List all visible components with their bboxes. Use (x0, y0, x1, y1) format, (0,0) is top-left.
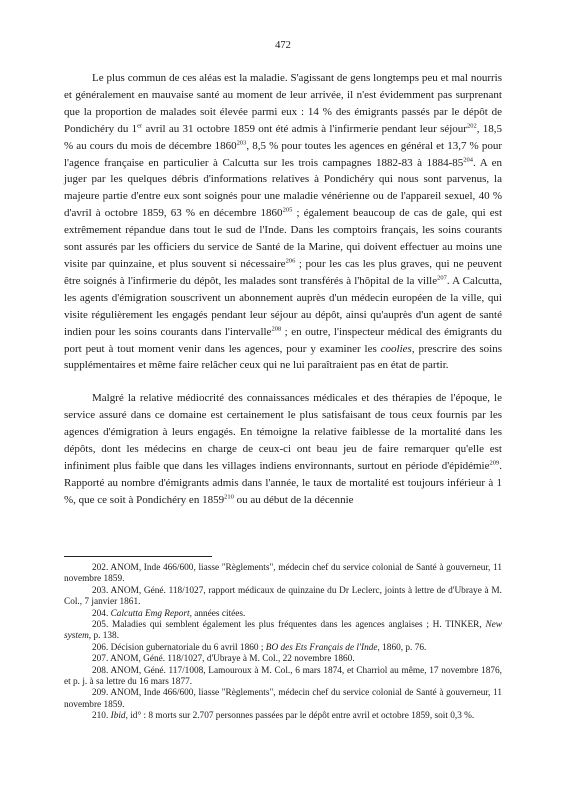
footnote (64, 654, 502, 665)
text-run: 206. Décision gubernatoriale du 6 avril 1860 ; (92, 642, 266, 653)
footnote (64, 586, 502, 609)
footnote-separator (64, 556, 212, 557)
text-run: , id° : 8 morts sur 2.707 personnes passées par le dépôt entre avril et octobre 1859, soit 0,3 %. (125, 711, 475, 722)
text-run: Le plus commun de ces aléas est la maladie. S'agissant de gens longtemps peu et mal nourris et généralement en mauvaise santé au moment de leur arrivée, il n'est évidemment pas surprenant que la proportion de malades soit élevée parmi eux : 14 % des émigrants passés par le dépôt de Pondichéry du 1 (64, 72, 502, 135)
italic-text: Ibid (110, 711, 126, 722)
body-text (64, 70, 502, 509)
text-run: , prescrire des soins supplémentaires et même faire relâcher ceux qui ne lui paraîtraient pas en état de partir. (64, 342, 502, 372)
footnote-marker: 210 (224, 493, 234, 501)
text-run: ; également beaucoup de cas de gale, qui est extrêmement répandue dans tout le sud de l'Inde. Dans les comptoirs français, les soins courants sont assurés par les officiers du service de Santé de la Marine, qui doivent effectuer au moins une visite par quinzaine, et plus souvent si nécessaire (64, 207, 502, 270)
footnote (64, 620, 502, 643)
footnote-marker: 205 (282, 206, 293, 214)
footnote (64, 643, 502, 654)
italic-text: New system (64, 620, 502, 642)
footnote (64, 666, 502, 689)
footnote-marker: 208 (271, 324, 282, 332)
text-run: , 1860, p. 76. (377, 642, 427, 653)
footnotes (64, 563, 502, 723)
text-run: ; en outre, l'inspecteur médical des émigrants du port peut à tout moment venir dans les agences, pour y examiner les (64, 325, 502, 355)
footnote-marker: 207 (437, 274, 447, 282)
italic-text: Calcutta Emg Report (110, 608, 190, 619)
text-run: , années citées. (189, 608, 246, 619)
footnote (64, 711, 502, 722)
footnote-marker: 202 (466, 122, 477, 130)
text-run: . A en juger par les quelques débris d'informations relatives à Pondichéry qui nous sont parvenus, la majeure partie d'entre eux sont soignés pour une maladie vénérienne ou de l'appareil sexuel, 40 % d'avril à octobre 1859, 63 % en décembre 1860 (64, 156, 502, 220)
text-run: 205. Maladies qui semblent également les plus fréquentes dans les agences anglaises ; H. TINKER, (92, 620, 486, 631)
footnote-marker: 203 (236, 138, 247, 146)
footnote-marker: 206 (285, 257, 296, 265)
text-run: , p. 138. (88, 631, 120, 642)
text-run: avril au 31 octobre 1859 ont été admis à l'infirmerie pendant leur séjour (142, 122, 467, 135)
text-run: 208. ANOM, Géné. 117/1008, Lamouroux à M. Col., 6 mars 1874, et Charriol au même, 17 novembre 1876, et p. j. à sa lettre du 16 mars 1877. (64, 665, 502, 688)
text-run: 203. ANOM, Géné. 118/1027, rapport médicaux de quinzaine du Dr Leclerc, joints à lettre de d'Ubraye à M. Col., 7 janvier 1861. (64, 585, 502, 608)
text-run: . A Calcutta, les agents d'émigration souscrivent un abonnement auprès d'un médecin européen de la ville, qui visite régulièrement les engagés pendant leur séjour au dépôt, ainsi qu'auprès d'un agent de santé indien pour les soins courants dans l'intervalle (64, 274, 503, 338)
text-run: Malgré la relative médiocrité des connaissances médicales et des thérapies de l'époque, le service assuré dans ce domaine est certainement le plus satisfaisant de tous ceux fournis par les agences d'émigration à leurs engagés. En témoigne la relative faiblesse de la mortalité dans les dépôts, dont les médecins en charge de ceux-ci ont beau jeu de faire remarquer qu'elle est infiniment plus faible que dans les villages indiens environnants, surtout en période d'épidémie (64, 392, 502, 472)
text-run: , 8,5 % pour toutes les agences en général et 13,7 % pour l'agence française en particulier à Calcutta sur les trois campagnes 1882-83 à 1884-85 (64, 139, 502, 169)
footnote-marker: 204 (463, 155, 474, 163)
text-run: ; pour les cas les plus graves, qui ne peuvent être soignés à l'infirmerie du dépôt, les malades sont transférés à l'hôpital de la ville (64, 257, 502, 287)
footnote-marker: er (137, 122, 143, 130)
text-run: ou au début de la décennie (233, 493, 354, 506)
footnote-marker: 209 (489, 459, 500, 467)
text-run: 210. (92, 711, 111, 722)
text-run: 209. ANOM, Inde 466/600, liasse "Règlements", médecin chef du service colonial de Santé à gouverneur, 11 novembre 1859. (64, 688, 502, 710)
paragraph (64, 390, 502, 508)
footnote (64, 563, 502, 586)
text-run: 202. ANOM, Inde 466/600, liasse "Règlements", médecin chef du service colonial de Santé à gouverneur, 11 novembre 1859. (64, 563, 502, 585)
text-run: . Rapporté au nombre d'émigrants admis dans l'année, le taux de mortalité est toujours inférieur à 1 %, que ce soit à Pondichéry en 1859 (64, 459, 502, 506)
page-number: 472 (275, 40, 291, 51)
text-run: 207. ANOM, Géné. 118/1027, d'Ubraye à M. Col., 22 novembre 1860. (92, 654, 355, 665)
footnote (64, 609, 502, 620)
italic-text: coolies (380, 342, 412, 355)
paragraph (64, 70, 502, 374)
text-run: , 18,5 % au cours du mois de décembre 1860 (64, 122, 502, 152)
text-run: 204. (92, 608, 111, 619)
footnote (64, 688, 502, 711)
italic-text: BO des Ets Français de l'Inde (265, 642, 378, 653)
